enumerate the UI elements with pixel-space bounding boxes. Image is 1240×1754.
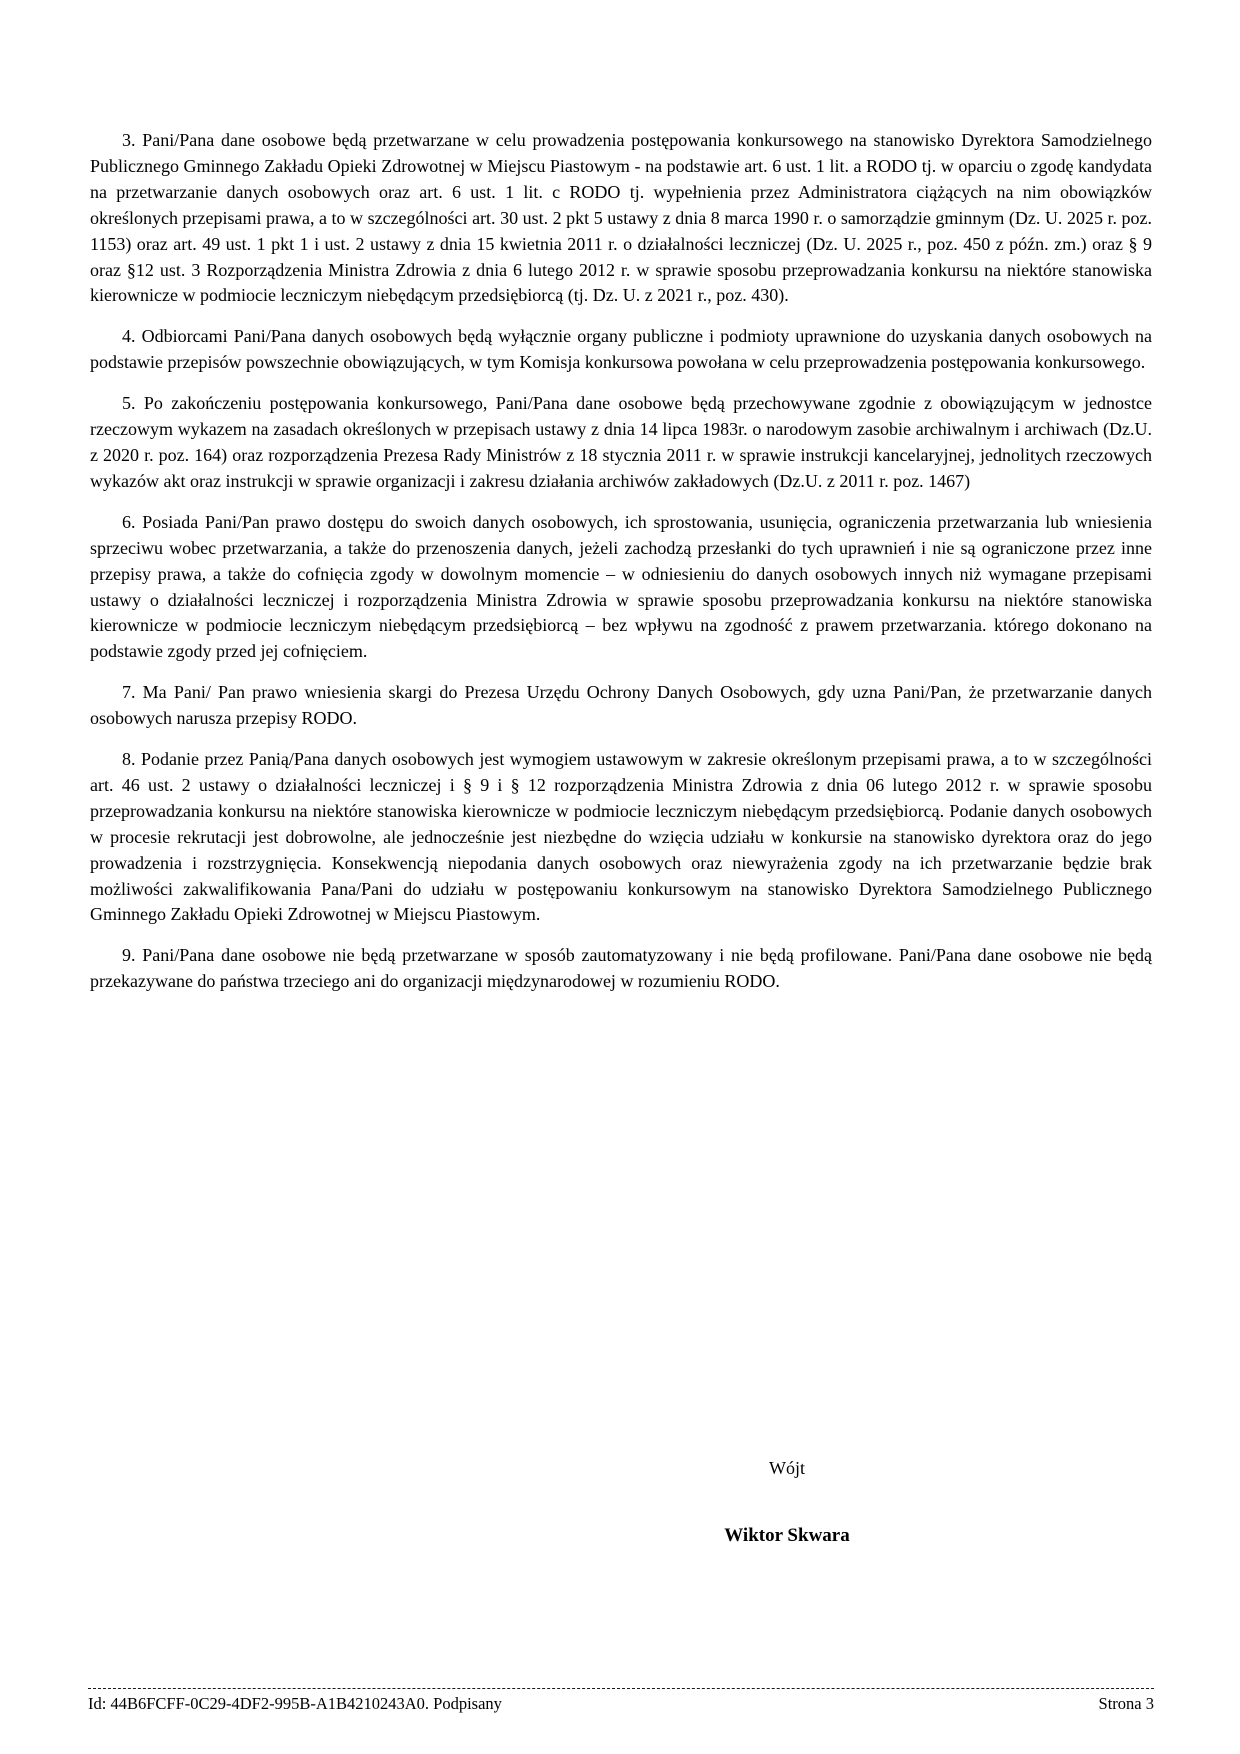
signer-title: Wójt <box>769 1458 805 1478</box>
page-number: Strona 3 <box>1098 1694 1154 1713</box>
paragraph-3: 3. Pani/Pana dane osobowe będą przetwarzane w celu prowadzenia postępowania konkursowego na stanowisko Dyrektora Samodzielnego Publicznego Gminnego Zakładu Opieki Zdrowotnej w Miejscu Piastowym - na podstawie art. 6 ust. 1 lit. a RODO tj. w oparciu o zgodę kandydata na przetwarzanie danych osobowych oraz art. 6 ust. 1 lit. c RODO tj. wypełnienia przez Administratora ciążących na nim obowiązków określonych przepisami prawa, a to w szczególności art. 30 ust. 2 pkt 5 ustawy z dnia 8 marca 1990 r. o samorządzie gminnym (Dz. U. 2025 r. poz. 1153) oraz art. 49 ust. 1 pkt 1 i ust. 2 ustawy z dnia 15 kwietnia 2011 r. o działalności leczniczej (Dz. U. 2025 r., poz. 450 z późn. zm.) oraz § 9 oraz §12 ust. 3 Rozporządzenia Ministra Zdrowia z dnia 6 lutego 2012 r. w sprawie sposobu przeprowadzania konkursu na niektóre stanowiska kierownicze w podmiocie leczniczym niebędącym przedsiębiorcą (tj. Dz. U. z 2021 r., poz. 430). <box>90 130 1152 306</box>
signer-name: Wiktor Skwara <box>724 1525 850 1546</box>
paragraph-5: 5. Po zakończeniu postępowania konkursowego, Pani/Pana dane osobowe będą przechowywane zgodnie z obowiązującym w jednostce rzeczowym wykazem na zasadach określonych w przepisach ustawy z dnia 14 lipca 1983r. o narodowym zasobie archiwalnym i archiwach (Dz.U. z 2020 r. poz. 164) oraz rozporządzenia Prezesa Rady Ministrów z 18 stycznia 2011 r. w sprawie instrukcji kancelaryjnej, jednolitych rzeczowych wykazów akt oraz instrukcji w sprawie organizacji i zakresu działania archiwów zakładowych (Dz.U. z 2011 r. poz. 1467) <box>90 393 1152 491</box>
paragraph-4: 4. Odbiorcami Pani/Pana danych osobowych będą wyłącznie organy publiczne i podmioty uprawnione do uzyskania danych osobowych na podstawie przepisów powszechnie obowiązujących, w tym Komisja konkursowa powołana w celu przeprowadzenia postępowania konkursowego. <box>90 326 1152 373</box>
paragraph-9: 9. Pani/Pana dane osobowe nie będą przetwarzane w sposób zautomatyzowany i nie będą profilowane. Pani/Pana dane osobowe nie będą przekazywane do państwa trzeciego ani do organizacji międzynarodowej w rozumieniu RODO. <box>90 945 1152 992</box>
paragraph-6: 6. Posiada Pani/Pan prawo dostępu do swoich danych osobowych, ich sprostowania, usunięcia, ograniczenia przetwarzania lub wniesienia sprzeciwu wobec przetwarzania, a także do przenoszenia danych, jeżeli zachodzą przesłanki do tych uprawnień i nie są ograniczone przez inne przepisy prawa, a także do cofnięcia zgody w dowolnym momencie – w odniesieniu do danych osobowych innych niż wymagane przepisami ustawy o działalności leczniczej i rozporządzenia Ministra Zdrowia w sprawie sposobu przeprowadzania konkursu na niektóre stanowiska kierownicze w podmiocie leczniczym niebędącym przedsiębiorcą – bez wpływu na zgodność z prawem przetwarzania. którego dokonano na podstawie zgody przed jej cofnięciem. <box>90 511 1152 662</box>
document-id-text: Id: 44B6FCFF-0C29-4DF2-995B-A1B4210243A0. Podpisany <box>88 1694 502 1713</box>
page-footer <box>88 1688 1154 1714</box>
document-body <box>90 128 1152 1010</box>
paragraph-8: 8. Podanie przez Panią/Pana danych osobowych jest wymogiem ustawowym w zakresie określonym przepisami prawa, a to w szczególności art. 46 ust. 2 ustawy o działalności leczniczej i § 9 i § 12 rozporządzenia Ministra Zdrowia z dnia 06 lutego 2012 r. w sprawie sposobu przeprowadzania konkursu na niektóre stanowiska kierownicze w podmiocie leczniczym niebędącym przedsiębiorcą. Podanie danych osobowych w procesie rekrutacji jest dobrowolne, ale jednocześnie jest niezbędne do wzięcia udziału w konkursie na stanowisko dyrektora oraz do jego prowadzenia i rozstrzygnięcia. Konsekwencją niepodania danych osobowych oraz niewyrażenia zgody na ich przetwarzanie będzie brak możliwości zakwalifikowania Pana/Pani do udziału w postępowaniu konkursowym na stanowisko Dyrektora Samodzielnego Publicznego Gminnego Zakładu Opieki Zdrowotnej w Miejscu Piastowym. <box>90 749 1152 925</box>
paragraph-7: 7. Ma Pani/ Pan prawo wniesienia skargi do Prezesa Urzędu Ochrony Danych Osobowych, gdy uzna Pani/Pan, że przetwarzanie danych osobowych narusza przepisy RODO. <box>90 682 1152 729</box>
signature-block <box>612 1458 962 1547</box>
